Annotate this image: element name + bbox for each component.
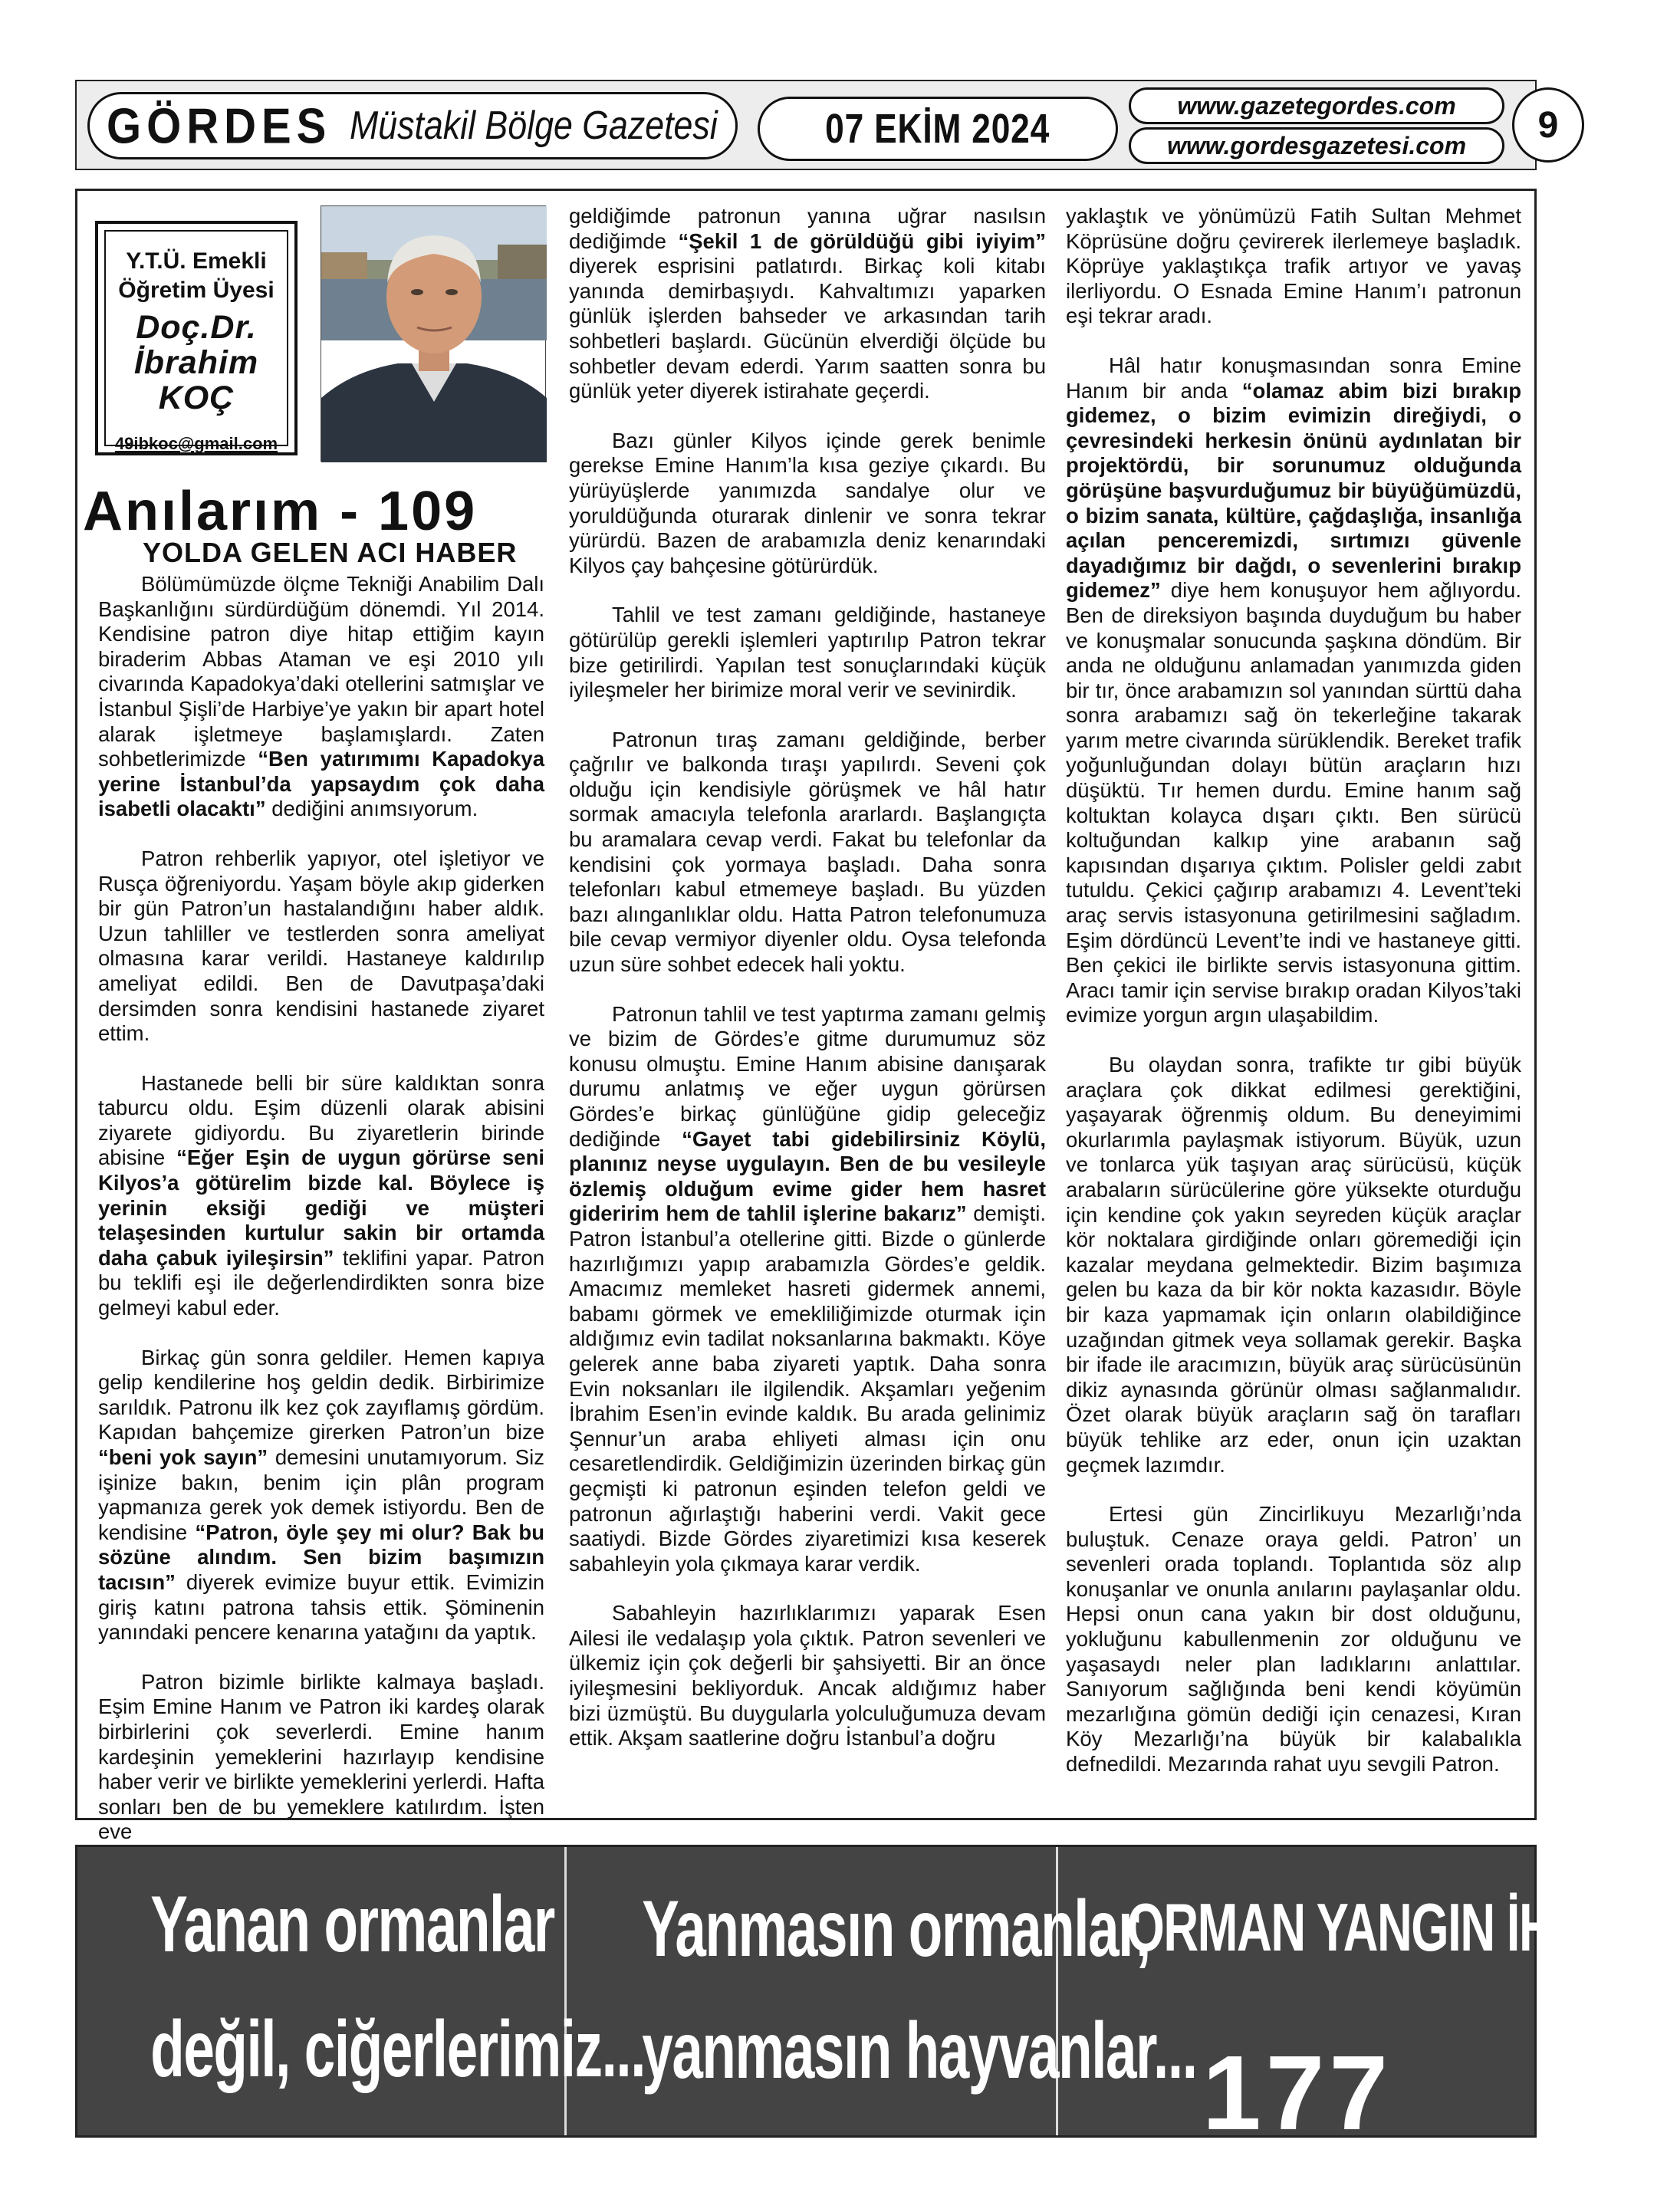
paragraph: Birkaç gün sonra geldiler. Hemen kapıya gelip kendilerine hoş geldin dedik. Birbirimize sarıldık. Patronu ilk kez çok zayıflamış gördüm. Kapıdan bahçemize girerken Patron’un bize “beni yok sayın” demesini unutamıyorum. Siz işinize bakın, benim için plân program yapmanıza gerek yok demek istiyordu. Ben de kendisine “Patron, öyle şey mi olur? Bak bu sözüne alındım. Sen bizim başımızın tacısın” diyerek evimize buyur ettik. Evimizin giriş katını patrona tahsis ettik. Şöminenin yanındaki pencere kenarına yatağını da yaptık. (98, 1345, 544, 1645)
page-number: 9 (1512, 87, 1584, 163)
paragraph: Patron rehberlik yapıyor, otel işletiyor ve Rusça öğreniyordu. Yaşam böyle akıp giderken bir gün Patron’un hastalandığını haber aldık. Uzun tahliller ve testlerden sonra ameliyat olmasına karar verildi. Hastaneye kaldırılıp ameliyat edildi. Ben de Davutpaşa’daki dersimden sonra kendisini hastanede ziyaret ettim. (98, 846, 544, 1046)
website-link-1[interactable]: www.gazetegordes.com (1177, 91, 1456, 120)
fire-report-title: ORMAN YANGIN İHBARI (1126, 1889, 1667, 1965)
article-column-3 (1066, 204, 1521, 1802)
banner-slogan-line: Yanan ormanlar (150, 1880, 554, 1969)
author-title-line1: Y.T.Ü. Emekli (126, 248, 267, 274)
paragraph: Tahlil ve test zamanı geldiğinde, hastaneye götürülüp gerekli işlemleri yaptırılıp Patron tekrar bize getirilirdi. Yapılan test sonuçlarındaki küçük iyileşmeler her birimize moral verir ve sevinirdik. (569, 603, 1046, 702)
issue-date: 07 EKİM 2024 (825, 106, 1051, 152)
author-first-name: İbrahim (133, 344, 259, 381)
paragraph: yaklaştık ve yönümüzü Fatih Sultan Mehmet Köprüsüne doğru çevirerek ilerlemeye başladık. Köprüye yaklaştıkça trafik artıyor ve yavaş ilerliyordu. O Esnada Emine Hanım’ı patronun eşi tekrar aradı. (1066, 204, 1521, 328)
paragraph: Bazı günler Kilyos içinde gerek benimle gerekse Emine Hanım’la kısa geziye çıkardı. Bu yürüyüşlerde yanımızda sandalye olur ve yoruldüğunda oturarak dinlenir ve sonra tekrar yürürdü. Bazen de arabamızla deniz kenarındaki Kilyos çay bahçesine götürürdük. (569, 428, 1046, 577)
banner-slogan-line: değil, ciğerlerimiz... (150, 2005, 646, 2094)
author-photo (321, 205, 546, 462)
banner-slogan-line: Yanmasın ormanlar, (642, 1885, 1150, 1974)
banner-slogan-line: yanmasın hayvanlar... (642, 2007, 1197, 2095)
paragraph: Patronun tahlil ve test yaptırma zamanı gelmiş ve bizim de Gördes’e gitme durumumuz söz konusu olmuştu. Emine Hanım abisine danışarak durumu anlatmış ve eğer uygun görürsen Gördes’e birkaç günlüğüne gidip geleceğiz dediğinde “Gayet tabi gidebilirsiniz Köylü, planınız neyse uygulayın. Ben de bu vesileyle özlemiş olduğum evime gider hem hasret gideririm hem de tahlil işlerine bakarız” demişti. Patron İstanbul’a otellerine gitti. Bizde o günlerde hazırlığımızı yapıp arabamızla Gördes’e geldik. Amacımız memleket hasreti gidermek annemi, babamı görmek ve emekliliğimizde oturmak için aldığımız evin tadilat noksanlarına bakmaktı. Köye gelerek anne baba ziyareti yaptık. Daha sonra Evin noksanları ile ilgilendik. Akşamları yeğenim İbrahim Esen’in evinde kaldık. Bu arada gelinimiz Şennur’un araba ehliyeti alması için onu cesaretlendirdik. Geldiğimizin üzerinden birkaç gün geçmişti ki patronun eşinden telefon geldi ve patronun ağırlaştığı haberini verdi. Vakit gece saatiydi. Bizde Gördes ziyaretimizi kısa keserek sabahleyin yola çıkmaya karar verdik. (569, 1001, 1046, 1576)
newspaper-subtitle: Müstakil Bölge Gazetesi (350, 104, 718, 148)
author-degree: Doç.Dr. (136, 309, 257, 346)
masthead (87, 92, 738, 159)
paragraph: Patron bizimle birlikte kalmaya başladı. Eşim Emine Hanım ve Patron iki kardeş olarak birbirlerini çok severlerdi. Emine hanım kardeşinin yemeklerini hazırlayıp kendisine haber verir ve birlikte yemeklerini yerlerdi. Hafta sonları ben de bu yemeklere katılırdım. İşten eve (98, 1669, 544, 1844)
paragraph: Patronun tıraş zamanı geldiğinde, berber çağrılır ve balkonda tıraşı yapılırdı. Seveni çok olduğu için kendisiyle görüşmek ve hâl hatır sormak amacıyla telefonla ararlardı. Başlangıçta bu aramalara cevap verdi. Fakat bu telefonlar da kendisini çok yormaya başladı. Daha sonra telefonları kabul etmemeye başladı. Bu yüzden bazı alınganlıklar oldu. Hatta Patron telefonumuza bile cevap vermiyor diyenler oldu. Oysa telefonda uzun süre sohbet edecek hali yoktu. (569, 727, 1046, 977)
website-link-2[interactable]: www.gordesgazetesi.com (1166, 131, 1467, 159)
issue-date-box (758, 97, 1118, 161)
website-box-1 (1129, 87, 1504, 124)
paragraph: Hastanede belli bir süre kaldıktan sonra taburcu oldu. Eşim düzenli olarak abisini ziyarete gidiyordu. Bu ziyaretlerin birinde abisine “Eğer Eşin de uygun görürse seni Kilyos’a götürelim bizde kal. Böylece iş yerinin eksiği gediği ve müşteri telaşesinden kurtulur sakin bir ortamda daha çabuk iyileşirsin” teklifini yapar. Patron bu teklifi eşi ile değerlendirdikten sonra bize gelmeyi kabul eder. (98, 1070, 545, 1320)
author-last-name: KOÇ (158, 380, 235, 416)
article-column-1 (98, 572, 544, 1869)
author-email[interactable]: 49ibkoc@gmail.com (114, 434, 278, 453)
fire-awareness-banner (75, 1845, 1667, 2152)
banner-panel-2 (569, 1847, 1197, 2135)
paragraph: Bu olaydan sonra, trafikte tır gibi büyük araçlara çok dikkat edilmesi gerektiğini, yaşayarak öğrenmiş oldum. Bu deneyimimi okurlarımla paylaşmak istiyorum. Büyük, uzun ve tonlarca yük taşıyan araç sürücüsü, küçük arabaların sürücülerine göre yüksekte oturduğu için kendine çok yakın seyreden küçük araçlar kör noktalara girdiğinde onları göremediği için kazalar meydana gelmektedir. Bizim başımıza gelen bu kaza da bir kör nokta kazasıdır. Böyle bir kaza yapmamak için onların olabildiğince uzağından gitmek veya sollamak gerekir. Başka bir ifade ile aracımızın, büyük araç sürücüsünün dikiz aynasında görünür olması sağlanmalıdır. Özet olarak büyük araçların sağ ön tarafları büyük tehlike arz eder, onun için uzaktan geçmek lazımdır. (1066, 1053, 1521, 1477)
newspaper-name: GÖRDES (107, 97, 332, 154)
banner-panel-1 (77, 1847, 646, 2135)
fire-report-number: 177 (1202, 2034, 1393, 2152)
paragraph: Sabahleyin hazırlıklarımızı yaparak Esen Ailesi ile vedalaşıp yola çıktık. Patron sevenleri ve ülkemiz için çok değerli bir şahsiyetti. Bir an önce iyileşmesini bekliyorduk. Ancak aldığımız haber bizi üzmüştü. Bu duygularla yolculuğumuza devam ettik. Akşam saatlerine doğru İstanbul’a doğru (569, 1601, 1046, 1750)
series-title: Anılarım - 109 (83, 481, 478, 542)
paragraph: Ertesi gün Zincirlikuyu Mezarlığı’nda buluştuk. Cenaze oraya geldi. Patron’ un sevenleri orada toplandı. Toplantıda söz alıp konuşanlar ve onunla anılarını paylaşanlar oldu. Hepsi onun cana yakın bir dost olduğunu, yokluğunu kabullenmenin zor olduğunu ve yaşasaydı neler plan ladıklarını anlattılar. Sanıyorum sağlığında beni kendi köyümün mezarlığına gömün dediği için cenazesi, Kıran Köy Mezarlığı’na büyük bir kalabalıkla defnedildi. Mezarında rahat uyu sevgili Patron. (1066, 1502, 1521, 1777)
paragraph: geldiğimde patronun yanına uğrar nasılsın dediğimde “Şekil 1 de görüldüğü gibi iyiyim” diyerek esprisini patlatırdı. Birkaç koli kitabı yanında demirbaşıydı. Kahvaltımızı yaparken günlük işlerden bahseder ve arkasından tarih sohbetleri başlardı. Gücünün elverdiği ölçüde bu sohbetler devam ederdi. Yarım saatten sonra bu günlük yeter diyerek istirahate geçerdi. (569, 204, 1046, 403)
website-box-2 (1129, 127, 1504, 164)
paragraph: Bölümümüzde ölçme Tekniği Anabilim Dalı Başkanlığını sürdürdüğüm dönemdi. Yıl 2014. Kendisine patron diye hitap ettiğim kayın biraderim Abbas Ataman ve eşi 2010 yılı civarında Kapadokya’daki otellerini satmışlar ve İstanbul Şişli’de Harbiye’ye yakın bir apart hotel alarak işletmeye başlamışlardı. Zaten sohbetlerimizde “Ben yatırımımı Kapadokya yerine İstanbul’da yapsaydım çok daha isabetli olacaktı” dediğini anımsıyorum. (98, 572, 544, 821)
author-title-line2: Öğretim Üyesi (118, 278, 275, 303)
author-box (95, 221, 298, 455)
article-headline: YOLDA GELEN ACI HABER (143, 537, 518, 568)
newspaper-header (75, 80, 1559, 170)
banner-panel-3 (1060, 1847, 1667, 2152)
article-column-2 (569, 204, 1046, 1776)
author-box-inner-border (104, 230, 288, 446)
paragraph: Hâl hatır konuşmasından sonra Emine Hanım bir anda “olamaz abim bizi bırakıp gidemez, o bizim evimizin direğiydi, o çevresindeki herkesin önünü aydınlatan bir projektördü, bir sorunumuz olduğunda görüşüne başvurduğumuz bir büyüğümüzdü, o bizim sanata, kültüre, çağdaşlığa, insanlığa açılan penceremizdi, sırtımızı güvenle dayadığımız bir dağdı, o sevenlerini bırakıp gidemez” diye hem konuşuyor hem ağlıyordu. Ben de direksiyon başında duyduğum bu haber ve konuşmalar sonucunda şaşkına döndüm. Bir anda ne olduğunu anlamadan yanımızda giden bir tır, önce arabamızın sol yanından sürttü daha sonra arabamızı sağ ön tekerleğine takarak yarım metre civarında sürüklendik. Bereket trafik yoğunluğundan dolayı bütün araçların hızı düşüktü. Tır hemen durdu. Emine hanım sağ koltuktan kolayca dışarı çıktı. Ben sürücü koltuğundan kalkıp yine arabanın sağ kapısından dışarıya çıktım. Polisler geldi zabıt tutuldu. Çekici çağırıp arabamızı 4. Levent’teki araç servis istasyonuna getirilmesini sağladım. Eşim dördüncü Levent’te indi ve hastaneye gitti. Ben çekici ile birlikte servis istasyonuna gittim. Aracı tamir için servise bırakıp oradan Kilyos’taki evimize yorgun argın ulaşabildim. (1066, 353, 1521, 1027)
